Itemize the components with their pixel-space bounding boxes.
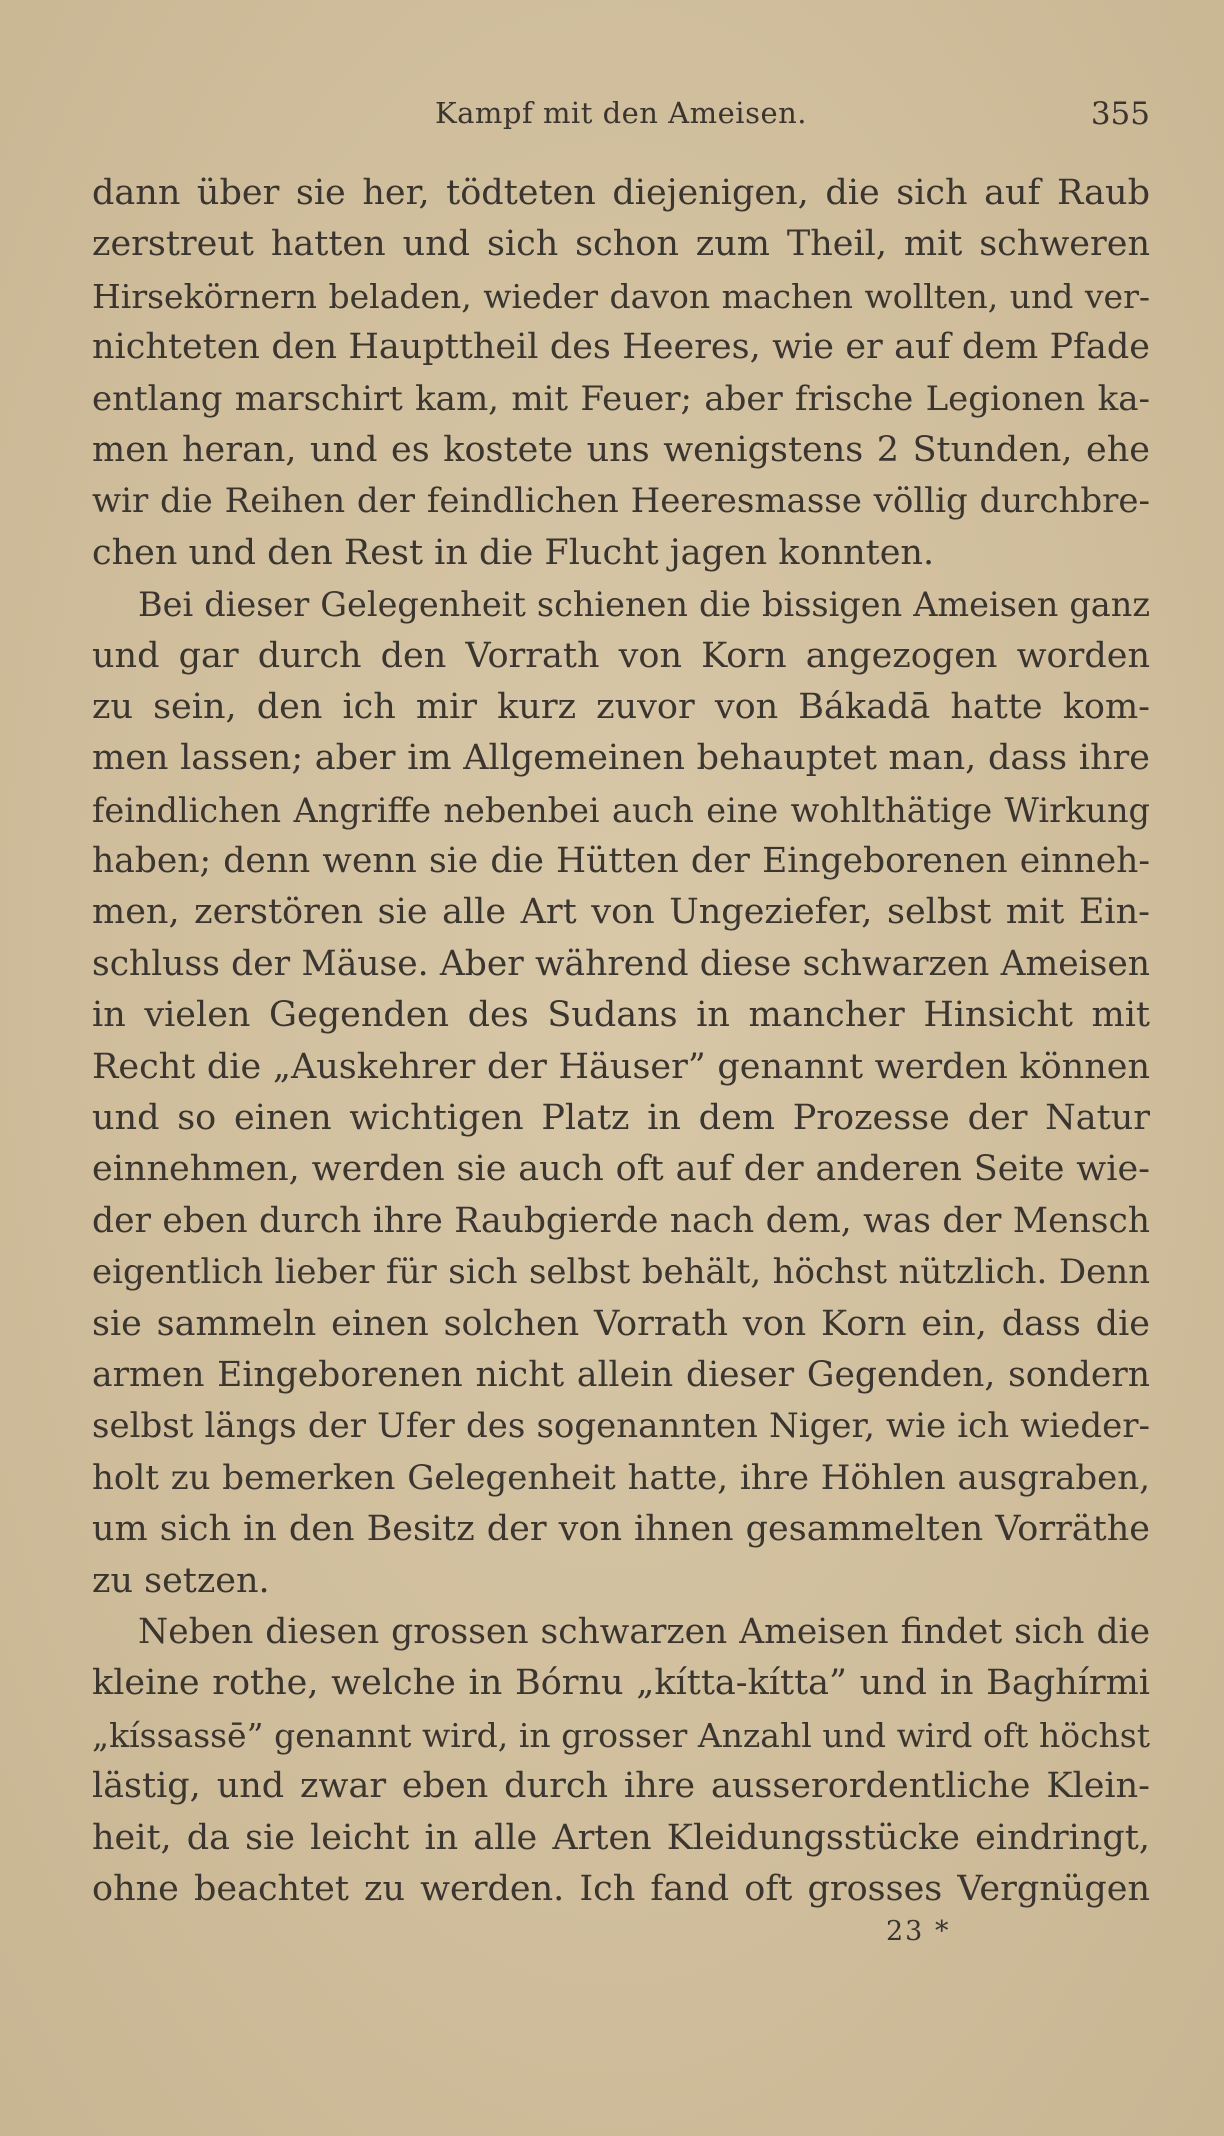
text-line: schluss der Mäuse. Aber während diese schwarzen Ameisen: [92, 943, 1150, 984]
body-text: [92, 168, 1150, 1915]
text-line: holt zu bemerken Gelegenheit hatte, ihre Höhlen ausgraben,: [92, 1457, 1150, 1498]
text-line: eigentlich lieber für sich selbst behält, höchst nützlich. Denn: [92, 1252, 1150, 1293]
text-line: „kíssassē” genannt wird, in grosser Anzahl und wird oft höchst: [92, 1715, 1150, 1755]
text-line: haben; denn wenn sie die Hütten der Eingeborenen einneh-: [92, 841, 1150, 882]
text-line: Recht die „Auskehrer der Häuser” genannt werden können: [92, 1046, 1150, 1087]
text-line: heit, da sie leicht in alle Arten Kleidungsstücke eindringt,: [92, 1817, 1150, 1858]
text-line: selbst längs der Ufer des sogenannten Niger, wie ich wieder-: [92, 1406, 1150, 1447]
text-line: chen und den Rest in die Flucht jagen konnten.: [92, 532, 935, 573]
text-line: in vielen Gegenden des Sudans in mancher Hinsicht mit: [92, 995, 1150, 1036]
signature-mark: 23 *: [886, 1916, 951, 1947]
text-line: Bei dieser Gelegenheit schienen die bissigen Ameisen ganz: [138, 585, 1150, 625]
text-line: dann über sie her, tödteten diejenigen, die sich auf Raub: [92, 173, 1150, 213]
text-line: zu sein, den ich mir kurz zuvor von Bákadā hatte kom-: [92, 686, 1150, 727]
text-line: feindlichen Angriffe nebenbei auch eine wohlthätige Wirkung: [92, 790, 1150, 830]
text-line: ohne beachtet zu werden. Ich fand oft grosses Vergnügen: [92, 1868, 1150, 1909]
text-line: zu setzen.: [92, 1560, 270, 1601]
page-number: 355: [1090, 96, 1150, 132]
text-line: men heran, und es kostete uns wenigstens 2 Stunden, ehe: [92, 429, 1150, 470]
text-line: sie sammeln einen solchen Vorrath von Korn ein, dass die: [92, 1303, 1150, 1344]
text-line: um sich in den Besitz der von ihnen gesammelten Vorräthe: [92, 1509, 1150, 1550]
text-line: einnehmen, werden sie auch oft auf der anderen Seite wie-: [92, 1149, 1150, 1190]
text-line: und gar durch den Vorrath von Korn angezogen worden: [92, 635, 1150, 676]
text-line: Hirsekörnern beladen, wieder davon machen wollten, und ver-: [92, 276, 1150, 316]
text-line: und so einen wichtigen Platz in dem Prozesse der Natur: [92, 1098, 1150, 1139]
text-line: armen Eingeborenen nicht allein dieser Gegenden, sondern: [92, 1354, 1150, 1395]
text-line: Neben diesen grossen schwarzen Ameisen findet sich die: [138, 1611, 1150, 1652]
text-line: men lassen; aber im Allgemeinen behauptet man, dass ihre: [92, 738, 1150, 779]
text-line: der eben durch ihre Raubgierde nach dem, was der Mensch: [92, 1200, 1150, 1241]
running-title: Kampf mit den Ameisen.: [434, 96, 808, 130]
text-line: lästig, und zwar eben durch ihre ausserordentliche Klein-: [92, 1766, 1150, 1807]
text-line: entlang marschirt kam, mit Feuer; aber frische Legionen ka-: [92, 378, 1150, 419]
text-line: wir die Reihen der feindlichen Heeresmasse völlig durchbre-: [92, 481, 1150, 522]
text-line: kleine rothe, welche in Bórnu „kítta-kítta” und in Baghírmi: [92, 1663, 1150, 1704]
text-line: nichteten den Haupttheil des Heeres, wie er auf dem Pfade: [92, 327, 1150, 368]
text-line: men, zerstören sie alle Art von Ungeziefer, selbst mit Ein-: [92, 892, 1150, 933]
running-head: [92, 96, 1150, 140]
text-line: zerstreut hatten und sich schon zum Theil, mit schweren: [92, 224, 1150, 265]
